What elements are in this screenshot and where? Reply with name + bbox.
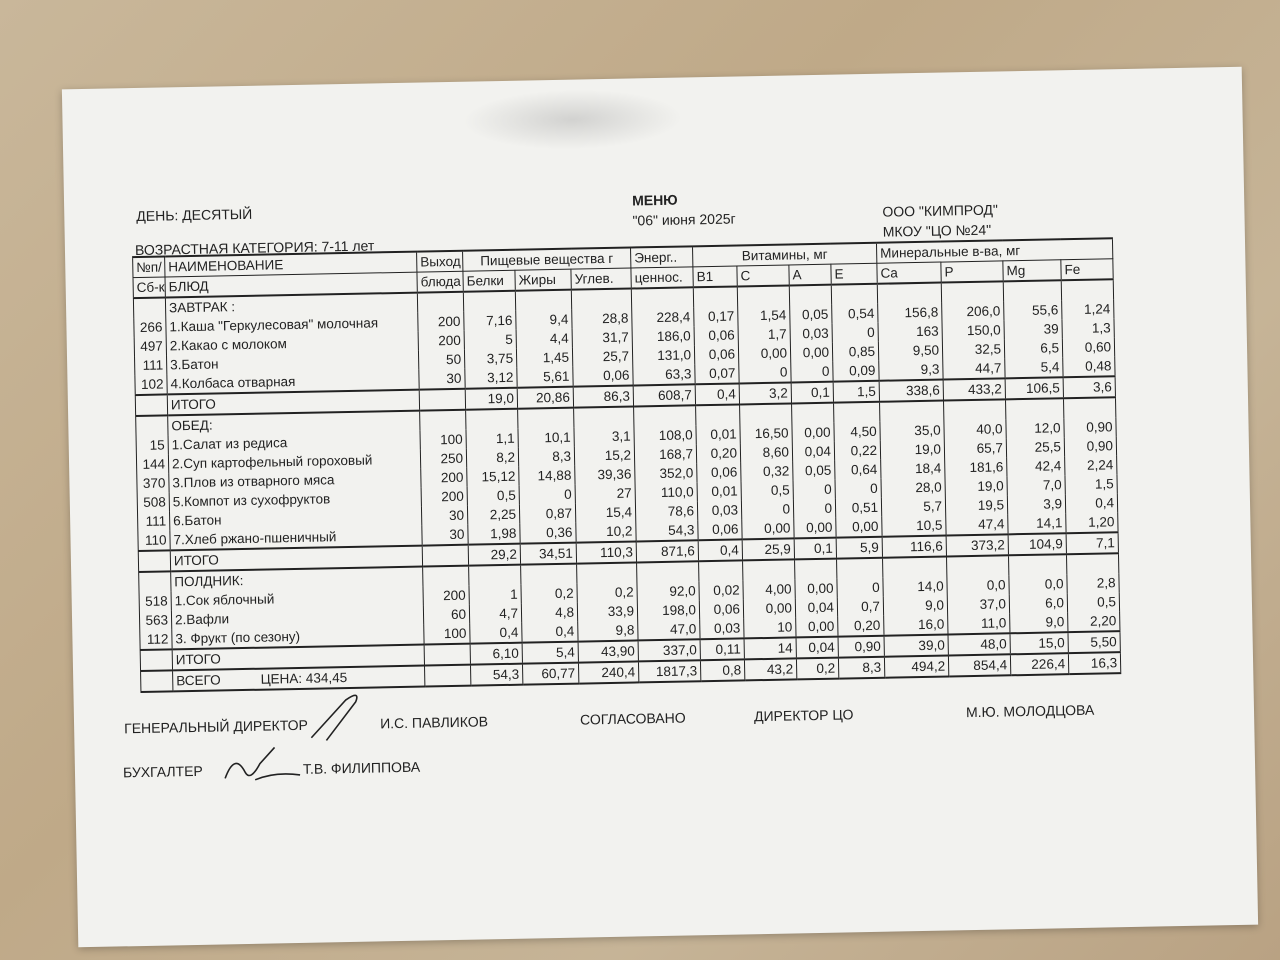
table-cell: 0,5 <box>1067 592 1119 612</box>
table-cell: 1,5 <box>1065 474 1117 494</box>
table-cell: 16,50 <box>740 423 792 443</box>
table-cell: 0,06 <box>694 344 738 364</box>
table-cell: 0,00 <box>836 517 882 538</box>
table-cell: 47,4 <box>946 514 1008 535</box>
table-cell: 7,16 <box>464 311 516 331</box>
table-cell: 0,48 <box>1063 356 1115 377</box>
total-cell: 871,6 <box>636 540 698 562</box>
total-cell: 338,6 <box>879 380 943 402</box>
table-cell: 27 <box>575 483 635 503</box>
col-vitamins: Витамины, мг <box>693 243 877 267</box>
table-cell: 3,1 <box>574 426 634 446</box>
total-cell: 337,0 <box>638 639 700 661</box>
table-cell: 111 <box>138 511 170 531</box>
table-cell: 15,4 <box>575 502 635 522</box>
accountant-signature <box>214 741 305 787</box>
table-cell: 1,3 <box>1062 318 1114 338</box>
table-cell: 0,01 <box>697 481 741 501</box>
grand-total-cell: 60,77 <box>522 663 578 685</box>
table-cell: 6,0 <box>1009 593 1067 613</box>
table-cell: 9,3 <box>879 360 943 381</box>
table-cell: 370 <box>137 473 169 493</box>
total-cell: 48,0 <box>948 633 1010 655</box>
col-output-2: блюда <box>417 271 463 292</box>
table-cell: 168,7 <box>634 444 696 464</box>
table-cell: 11,0 <box>948 613 1010 634</box>
table-cell: 0,05 <box>790 305 832 325</box>
table-cell: 181,6 <box>945 457 1007 477</box>
table-cell: 0,5 <box>741 480 793 500</box>
total-cell: 20,86 <box>517 387 573 409</box>
table-cell: 200 <box>418 312 464 332</box>
table-cell: 31,7 <box>572 328 632 348</box>
col-output: Выход <box>417 251 463 272</box>
table-cell: 0,01 <box>696 424 740 444</box>
director-co-name: М.Ю. МОЛОДЦОВА <box>965 701 1095 721</box>
col-num-2: Сб-к <box>133 277 165 298</box>
director-co-label: ДИРЕКТОР ЦО <box>753 706 854 725</box>
table-cell: 5,61 <box>517 367 573 388</box>
total-cell: 43,90 <box>578 640 638 662</box>
table-cell: 42,4 <box>1007 456 1065 476</box>
table-cell: 19,5 <box>945 495 1007 515</box>
total-cell: 7,1 <box>1066 532 1118 554</box>
total-cell: 39,0 <box>884 634 948 656</box>
school-name: МКОУ "ЦО №24" <box>882 221 992 240</box>
table-cell: 110 <box>138 530 170 551</box>
table-cell: 18,4 <box>881 459 945 479</box>
table-cell: 200 <box>423 586 469 606</box>
dish-name: 1.Салат из редиса <box>168 431 420 455</box>
table-cell: 5,7 <box>881 497 945 517</box>
grand-total-cell: 240,4 <box>578 661 638 683</box>
total-cell: 25,9 <box>742 538 794 560</box>
table-cell: 28,0 <box>881 478 945 498</box>
table-cell: 39 <box>1004 319 1062 339</box>
table-cell: 0 <box>793 499 835 519</box>
col-carb: Углев. <box>571 268 631 290</box>
table-cell: 0,22 <box>834 441 880 461</box>
total-cell: 86,3 <box>573 385 633 407</box>
total-cell: 3,6 <box>1063 376 1115 398</box>
table-cell: 266 <box>134 317 166 337</box>
table-cell: 3,12 <box>465 368 517 389</box>
table-cell: 1,24 <box>1062 299 1114 319</box>
table-cell: 0,0 <box>1009 574 1067 594</box>
table-cell: 50 <box>418 350 464 370</box>
col-minerals: Минеральные в-ва, мг <box>877 238 1113 263</box>
col-p: P <box>941 261 1003 283</box>
paper-stain <box>462 88 683 152</box>
dish-name: 6.Батон <box>169 507 421 531</box>
table-cell: 25,5 <box>1006 437 1064 457</box>
table-cell: 0,2 <box>521 584 577 604</box>
table-cell: 228,4 <box>632 307 694 327</box>
table-cell: 497 <box>134 336 166 356</box>
table-cell: 0 <box>519 485 575 505</box>
table-cell: 0,03 <box>790 324 832 344</box>
col-ca: Ca <box>877 262 941 284</box>
table-cell: 1 <box>469 585 521 605</box>
table-cell: 10,2 <box>576 521 636 542</box>
table-cell: 0,06 <box>694 325 738 345</box>
table-cell: 2,24 <box>1065 455 1117 475</box>
accountant-label: БУХГАЛТЕР <box>122 762 203 781</box>
table-cell: 65,7 <box>944 438 1006 458</box>
table-cell: 4,7 <box>469 604 521 624</box>
table-cell: 4,00 <box>743 579 795 599</box>
section-title: ЗАВТРАК : <box>165 293 417 318</box>
dish-name: 2.Вафли <box>171 606 423 630</box>
table-cell: 25,7 <box>572 346 632 366</box>
table-cell: 131,0 <box>632 345 694 365</box>
total-cell: 19,0 <box>465 388 517 410</box>
table-cell: 55,6 <box>1004 300 1062 320</box>
menu-title: МЕНЮ <box>631 191 678 209</box>
table-cell: 2,25 <box>467 505 519 525</box>
table-cell: 10,1 <box>518 428 574 448</box>
col-protein: Белки <box>463 270 515 291</box>
table-cell: 163 <box>878 322 942 342</box>
table-cell: 7,0 <box>1007 475 1065 495</box>
total-cell: 106,5 <box>1005 377 1063 399</box>
col-fe: Fe <box>1061 259 1113 280</box>
section-title: ОБЕД: <box>168 411 420 436</box>
table-cell: 1,7 <box>738 324 790 344</box>
table-cell: 15,12 <box>467 467 519 487</box>
table-cell: 8,2 <box>466 448 518 468</box>
table-cell: 15,2 <box>574 445 634 465</box>
grand-total-cell: 226,4 <box>1010 653 1068 675</box>
table-cell: 0,00 <box>742 518 794 539</box>
table-cell: 14,88 <box>519 466 575 486</box>
table-cell: 0,20 <box>696 443 740 463</box>
dish-name: 4.Колбаса отварная <box>167 370 419 395</box>
accountant-name: Т.В. ФИЛИППОВА <box>302 758 421 777</box>
table-cell: 1,1 <box>466 429 518 449</box>
table-cell: 0,7 <box>837 597 883 617</box>
total-cell: 373,2 <box>946 534 1008 556</box>
table-cell: 1,54 <box>738 305 790 325</box>
table-cell: 111 <box>135 355 167 375</box>
table-cell: 6,5 <box>1004 338 1062 358</box>
table-cell: 108,0 <box>634 425 696 445</box>
table-cell: 0,00 <box>792 423 834 443</box>
table-cell: 112 <box>140 629 172 650</box>
table-cell: 54,3 <box>636 520 698 541</box>
grand-total-cell: 1817,3 <box>638 660 700 682</box>
table-cell: 35,0 <box>880 421 944 441</box>
table-cell: 9,0 <box>883 596 947 616</box>
table-cell: 110,0 <box>635 482 697 502</box>
grand-total-cell: 494,2 <box>884 655 948 677</box>
table-cell: 0,09 <box>833 361 879 382</box>
table-cell: 0 <box>739 362 791 383</box>
gen-director-name: И.С. ПАВЛИКОВ <box>379 713 489 732</box>
table-cell: 0,04 <box>795 598 837 618</box>
table-cell: 0,00 <box>795 579 837 599</box>
day-label: ДЕНЬ: ДЕСЯТЫЙ <box>136 205 253 224</box>
total-cell: 1,5 <box>833 381 879 403</box>
total-cell: 6,10 <box>470 643 522 665</box>
table-cell: 4,50 <box>834 422 880 442</box>
table-cell: 563 <box>139 610 171 630</box>
dish-name: 3.Плов из отварного мяса <box>169 469 421 493</box>
dish-name: 3. Фрукт (по сезону) <box>172 625 424 650</box>
table-cell: 63,3 <box>633 364 695 385</box>
table-cell: 40,0 <box>944 419 1006 439</box>
table-cell: 19,0 <box>945 476 1007 496</box>
table-cell: 44,7 <box>943 358 1005 379</box>
total-cell: 0,4 <box>698 539 742 561</box>
dish-name: 2.Какао с молоком <box>166 332 418 356</box>
table-cell: 206,0 <box>942 301 1004 321</box>
col-a: A <box>789 264 831 285</box>
total-cell: 0,04 <box>796 637 838 659</box>
menu-sheet <box>62 67 1258 947</box>
table-cell: 3,9 <box>1007 494 1065 514</box>
col-c: C <box>737 265 789 286</box>
table-cell: 9,8 <box>578 620 638 641</box>
table-cell: 60 <box>423 605 469 625</box>
table-cell: 37,0 <box>947 594 1009 614</box>
table-cell: 10 <box>744 617 796 638</box>
table-cell: 0,04 <box>792 442 834 462</box>
dish-name: 3.Батон <box>166 351 418 375</box>
table-cell: 5,4 <box>1005 357 1063 378</box>
total-cell: 116,6 <box>882 536 946 558</box>
table-cell: 1,98 <box>468 524 520 545</box>
table-cell: 16,0 <box>884 614 948 635</box>
total-cell: 608,7 <box>633 384 695 406</box>
table-cell: 186,0 <box>632 326 694 346</box>
table-cell: 518 <box>139 591 171 611</box>
table-cell: 0,00 <box>796 617 838 638</box>
dish-name: 2.Суп картофельный гороховый <box>168 450 420 474</box>
total-cell: 5,4 <box>522 642 578 664</box>
grand-total-label <box>173 666 425 692</box>
table-cell: 0,90 <box>1064 436 1116 456</box>
total-label: ИТОГО <box>172 645 424 671</box>
table-cell: 0,51 <box>835 498 881 518</box>
table-cell: 0,4 <box>522 622 578 643</box>
table-cell: 200 <box>421 487 467 507</box>
col-num: №п/ <box>133 256 165 277</box>
grand-total-cell: 0,2 <box>796 658 838 680</box>
col-mg: Mg <box>1003 260 1061 282</box>
menu-table <box>132 237 1121 693</box>
table-cell: 100 <box>424 624 470 645</box>
table-cell: 19,0 <box>880 440 944 460</box>
table-cell: 0,60 <box>1062 337 1114 357</box>
total-cell: 14 <box>744 637 796 659</box>
table-cell: 100 <box>420 430 466 450</box>
grand-total-cell: 16,3 <box>1068 652 1120 674</box>
table-cell: 0,00 <box>738 343 790 363</box>
table-cell: 0,05 <box>793 461 835 481</box>
grand-total-cell: 8,3 <box>838 657 884 679</box>
col-energy-2: ценнос. <box>631 267 693 289</box>
grand-total-cell: 43,2 <box>744 658 796 680</box>
grand-total-cell: 0,8 <box>700 659 744 681</box>
table-cell: 92,0 <box>637 581 699 601</box>
total-cell: 0,1 <box>791 382 833 404</box>
grand-total-cell: 854,4 <box>948 654 1010 676</box>
table-cell: 9,50 <box>878 341 942 361</box>
table-cell: 0,03 <box>697 500 741 520</box>
price-label: ЦЕНА: 434,45 <box>260 670 348 687</box>
total-cell: 5,50 <box>1068 631 1120 653</box>
table-cell: 2,20 <box>1068 611 1120 632</box>
table-cell: 8,3 <box>518 447 574 467</box>
total-cell: 433,2 <box>943 378 1005 400</box>
company-name: ООО "КИМПРОД" <box>882 201 999 220</box>
table-cell: 0,54 <box>832 304 878 324</box>
table-cell: 0,87 <box>519 504 575 524</box>
table-cell: 30 <box>422 525 468 546</box>
grand-label: ВСЕГО <box>176 672 221 689</box>
table-cell: 0 <box>832 323 878 343</box>
total-label: ИТОГО <box>170 546 422 572</box>
table-cell: 30 <box>421 506 467 526</box>
total-label: ИТОГО <box>167 390 419 416</box>
table-cell: 0,36 <box>520 523 576 544</box>
total-cell: 29,2 <box>468 544 520 566</box>
table-cell: 0,85 <box>832 342 878 362</box>
table-cell: 9,0 <box>1010 612 1068 633</box>
table-cell: 0,5 <box>467 486 519 506</box>
table-cell: 2,8 <box>1067 573 1119 593</box>
table-cell: 30 <box>419 369 465 390</box>
table-cell: 1,45 <box>516 348 572 368</box>
table-cell: 0 <box>835 479 881 499</box>
dish-name: 1.Каша "Геркулесовая" молочная <box>166 313 418 337</box>
table-cell: 0 <box>741 499 793 519</box>
col-energy: Энерг.. <box>631 246 693 268</box>
table-cell: 0,0 <box>947 575 1009 595</box>
table-cell: 0,00 <box>743 598 795 618</box>
menu-date: "06" июня 2025г <box>632 210 736 229</box>
gen-director-label: ГЕНЕРАЛЬНЫЙ ДИРЕКТОР <box>123 716 309 737</box>
table-cell: 0,2 <box>577 582 637 602</box>
col-name-2: БЛЮД <box>165 272 417 297</box>
table-cell: 200 <box>418 331 464 351</box>
table-cell: 198,0 <box>637 600 699 620</box>
table-cell: 8,60 <box>740 442 792 462</box>
table-cell: 0,64 <box>835 460 881 480</box>
table-cell: 0,03 <box>700 618 744 639</box>
table-cell: 1,20 <box>1066 512 1118 533</box>
table-cell: 0,00 <box>790 343 832 363</box>
table-cell: 78,6 <box>635 501 697 521</box>
table-cell: 0 <box>793 480 835 500</box>
table-cell: 0,06 <box>698 519 742 540</box>
table-cell: 33,9 <box>577 601 637 621</box>
table-cell: 14,1 <box>1008 513 1066 534</box>
table-cell: 0,4 <box>1065 493 1117 513</box>
table-cell: 144 <box>136 454 168 474</box>
total-cell: 0,11 <box>700 638 744 660</box>
table-cell: 200 <box>421 468 467 488</box>
total-cell: 0,4 <box>695 383 739 405</box>
table-cell: 0,07 <box>695 363 739 384</box>
table-cell: 250 <box>420 449 466 469</box>
table-cell: 0,06 <box>699 599 743 619</box>
total-cell: 0,1 <box>794 538 836 560</box>
table-cell: 28,8 <box>572 309 632 329</box>
table-cell: 0 <box>837 578 883 598</box>
table-cell: 0,4 <box>470 623 522 644</box>
table-cell: 9,4 <box>516 310 572 330</box>
table-cell: 0,90 <box>1064 417 1116 437</box>
table-cell: 39,36 <box>575 464 635 484</box>
section-title: ПОЛДНИК: <box>171 567 423 592</box>
col-nutrients: Пищевые вещества г <box>463 248 631 272</box>
table-cell: 0,00 <box>794 518 836 539</box>
total-cell: 104,9 <box>1008 533 1066 555</box>
total-cell: 34,51 <box>520 543 576 565</box>
total-cell: 15,0 <box>1010 632 1068 654</box>
col-fat: Жиры <box>515 269 571 291</box>
grand-total-cell: 54,3 <box>470 664 522 686</box>
table-cell: 156,8 <box>878 303 942 323</box>
table-cell: 4,4 <box>516 329 572 349</box>
table-cell: 0,06 <box>697 462 741 482</box>
table-cell: 0,17 <box>694 306 738 326</box>
table-cell: 12,0 <box>1006 418 1064 438</box>
table-cell: 0,06 <box>573 365 633 386</box>
dish-name: 7.Хлеб ржано-пшеничный <box>170 526 422 551</box>
col-e: E <box>831 263 877 284</box>
agreed-label: СОГЛАСОВАНО <box>579 709 686 728</box>
dish-name: 5.Компот из сухофруктов <box>169 488 421 512</box>
table-cell: 15 <box>136 435 168 455</box>
total-cell: 5,9 <box>836 537 882 559</box>
total-cell: 3,2 <box>739 382 791 404</box>
table-cell: 0,20 <box>838 616 884 637</box>
table-cell: 14,0 <box>883 577 947 597</box>
table-cell: 10,5 <box>882 516 946 537</box>
age-category: ВОЗРАСТНАЯ КАТЕГОРИЯ: 7-11 лет <box>134 237 375 259</box>
dish-name: 1.Сок яблочный <box>171 587 423 611</box>
total-cell: 110,3 <box>576 541 636 563</box>
table-cell: 3,75 <box>464 349 516 369</box>
table-cell: 32,5 <box>942 339 1004 359</box>
table-cell: 352,0 <box>635 463 697 483</box>
table-cell: 508 <box>137 492 169 512</box>
col-b1: B1 <box>693 266 737 287</box>
table-cell: 47,0 <box>638 619 700 640</box>
director-signature <box>306 691 377 742</box>
table-cell: 0,02 <box>699 580 743 600</box>
total-cell: 0,90 <box>838 636 884 658</box>
table-cell: 102 <box>135 374 167 395</box>
table-cell: 5 <box>464 330 516 350</box>
table-cell: 0 <box>791 362 833 383</box>
table-cell: 150,0 <box>942 320 1004 340</box>
col-name: НАИМЕНОВАНИЕ <box>165 252 417 277</box>
table-cell: 0,32 <box>741 461 793 481</box>
table-cell: 4,8 <box>521 603 577 623</box>
